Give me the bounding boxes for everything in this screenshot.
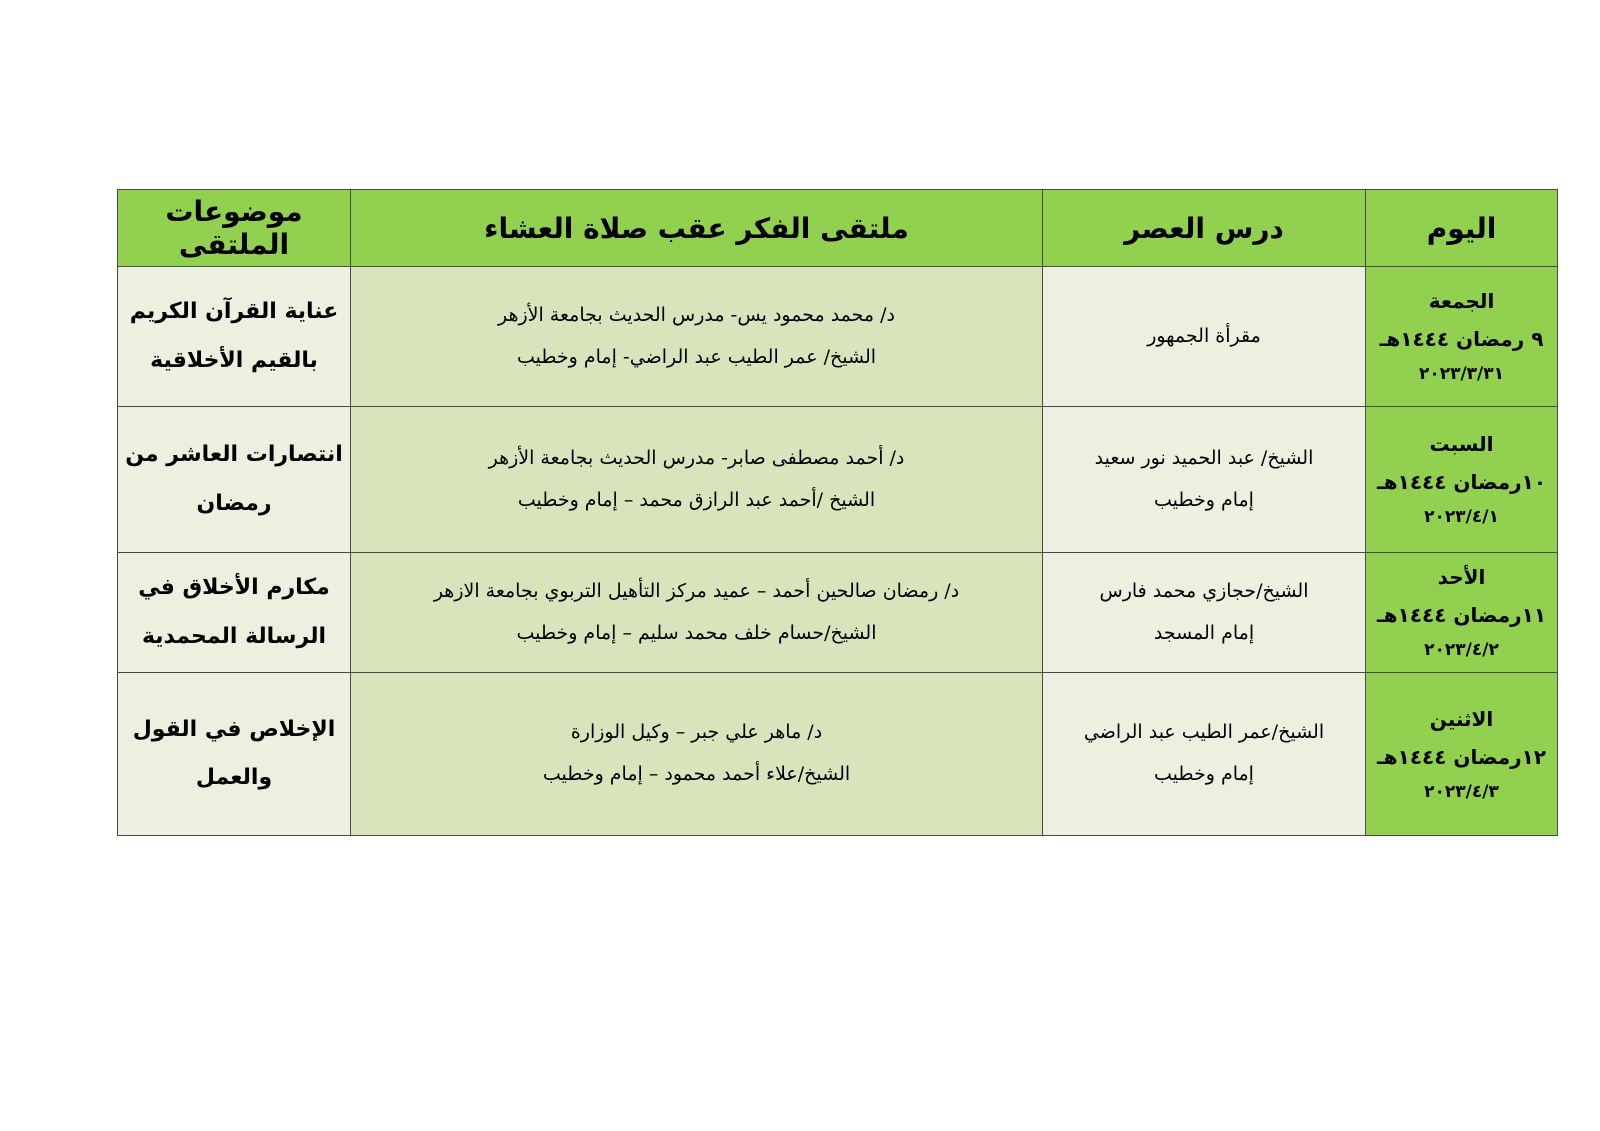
topic-line: الرسالة المحمدية [141, 623, 327, 649]
topic-line: مكارم الأخلاق في [138, 575, 330, 601]
isha-cell [351, 673, 1043, 836]
day-cell [1366, 673, 1558, 836]
day-name: الجمعة [1428, 289, 1495, 314]
isha-cell [351, 407, 1043, 553]
asr-line: إمام وخطيب [1154, 488, 1254, 511]
gregorian-date: ٢٠٢٣/٣/٣١ [1418, 364, 1505, 385]
topic-cell [118, 267, 351, 407]
table-row [118, 407, 1558, 553]
isha-cell [351, 553, 1043, 673]
table-row [118, 673, 1558, 836]
asr-cell [1043, 267, 1366, 407]
day-name: السبت [1429, 432, 1494, 457]
topic-cell [118, 407, 351, 553]
asr-line: إمام المسجد [1153, 621, 1255, 644]
gregorian-date: ٢٠٢٣/٤/٣ [1424, 781, 1499, 802]
header-asr-lesson: درس العصر [1043, 190, 1366, 267]
asr-line: مقرأة الجمهور [1147, 324, 1261, 347]
header-day: اليوم [1366, 190, 1558, 267]
topic-line: عناية القرآن الكريم [129, 299, 339, 325]
isha-line: د/ محمد محمود يس- مدرس الحديث بجامعة الأزهر [497, 303, 896, 326]
asr-cell [1043, 553, 1366, 673]
hijri-date: ٩ رمضان ١٤٤٤هـ [1379, 327, 1544, 352]
schedule-table [117, 189, 1558, 836]
isha-line: الشيخ/حسام خلف محمد سليم – إمام وخطيب [516, 621, 877, 644]
topic-line: انتصارات العاشر من [125, 442, 343, 468]
asr-line: الشيخ/ عبد الحميد نور سعيد [1094, 446, 1314, 469]
isha-line: الشيخ/علاء أحمد محمود – إمام وخطيب [542, 763, 851, 785]
day-cell [1366, 407, 1558, 553]
asr-cell [1043, 407, 1366, 553]
day-name: الاثنين [1429, 706, 1494, 731]
header-row [118, 190, 1558, 267]
isha-line: د/ أحمد مصطفى صابر- مدرس الحديث بجامعة الأزهر [488, 446, 905, 469]
topic-cell [118, 673, 351, 836]
topic-cell [118, 553, 351, 673]
header-forum-topics: موضوعات الملتقى [118, 190, 351, 267]
table-row [118, 553, 1558, 673]
table-row [118, 267, 1558, 407]
hijri-date: ١٠رمضان ١٤٤٤هـ [1376, 470, 1547, 495]
isha-line: الشيخ /أحمد عبد الرازق محمد – إمام وخطيب [517, 488, 876, 511]
asr-line: الشيخ/حجازي محمد فارس [1099, 579, 1309, 602]
header-isha-forum: ملتقى الفكر عقب صلاة العشاء [351, 190, 1043, 267]
isha-line: د/ ماهر علي جبر – وكيل الوزارة [570, 721, 823, 744]
gregorian-date: ٢٠٢٣/٤/٢ [1424, 640, 1499, 661]
hijri-date: ١١رمضان ١٤٤٤هـ [1376, 603, 1547, 628]
topic-line: رمضان [196, 490, 272, 516]
asr-line: الشيخ/عمر الطيب عبد الراضي [1083, 721, 1325, 744]
day-name: الأحد [1437, 565, 1486, 590]
day-cell [1366, 267, 1558, 407]
asr-line: إمام وخطيب [1154, 763, 1254, 785]
hijri-date: ١٢رمضان ١٤٤٤هـ [1376, 744, 1547, 769]
day-cell [1366, 553, 1558, 673]
isha-line: الشيخ/ عمر الطيب عبد الراضي- إمام وخطيب [516, 345, 877, 368]
isha-line: د/ رمضان صالحين أحمد – عميد مركز التأهيل التربوي بجامعة الازهر [433, 579, 960, 602]
topic-line: والعمل [195, 765, 273, 790]
topic-line: بالقيم الأخلاقية [150, 347, 318, 373]
isha-cell [351, 267, 1043, 407]
gregorian-date: ٢٠٢٣/٤/١ [1424, 507, 1499, 528]
topic-line: الإخلاص في القول [132, 716, 336, 742]
asr-cell [1043, 673, 1366, 836]
